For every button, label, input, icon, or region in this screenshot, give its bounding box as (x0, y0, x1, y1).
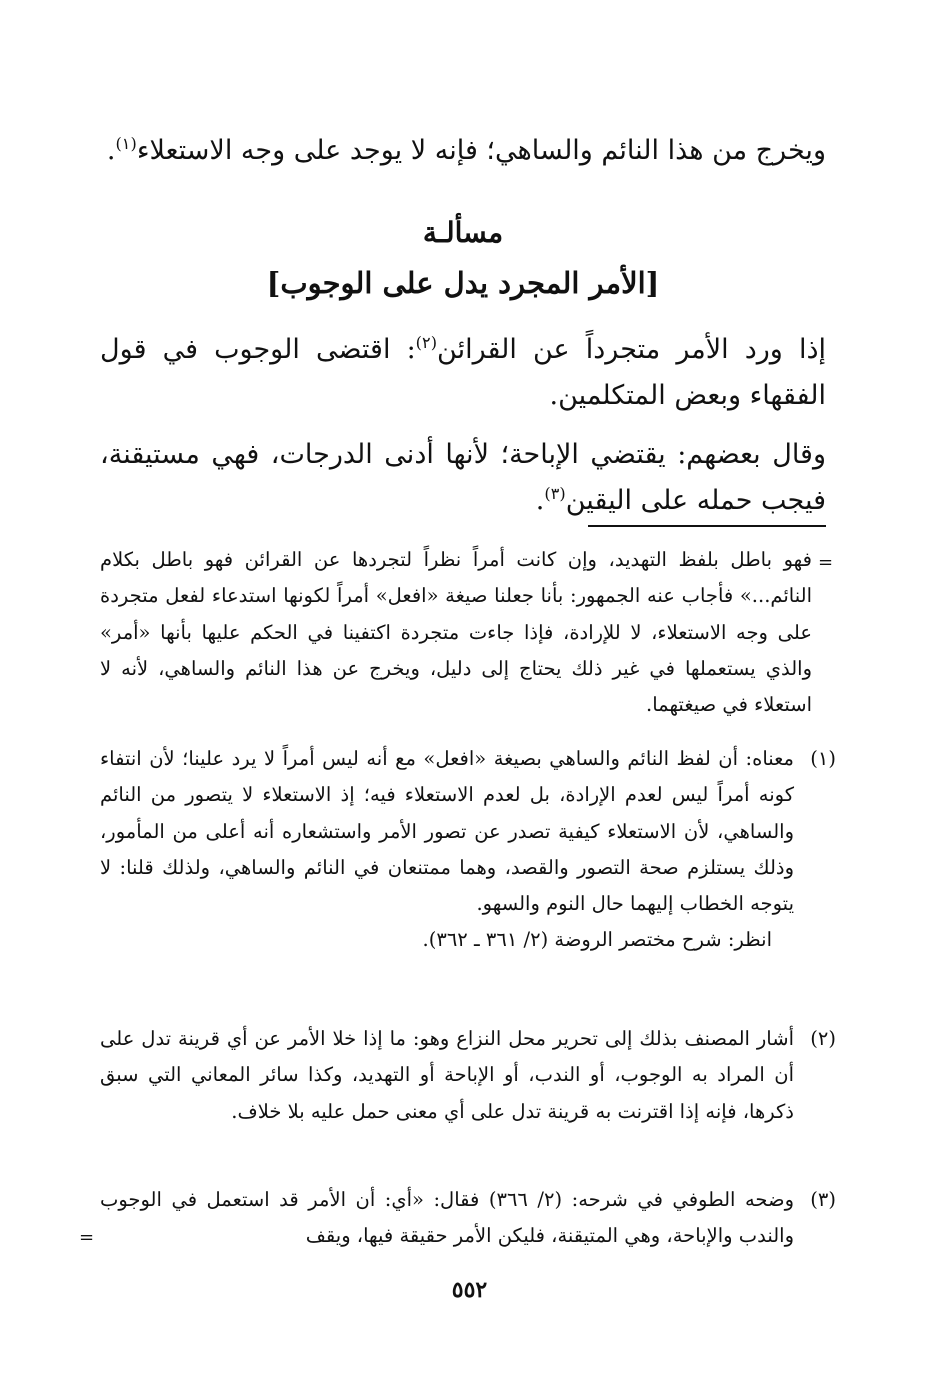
footnote-2 (100, 1021, 836, 1130)
footnote-marker: (١) (810, 747, 836, 770)
footnote-ref-1[interactable]: (١) (115, 134, 137, 153)
footnote-marker-spacer (794, 922, 836, 958)
section-label: مسألـة (422, 216, 504, 249)
footnote-marker: (٢) (810, 1027, 836, 1050)
page-number: ٥٥٢ (451, 1277, 488, 1303)
footnote-marker: (٣) (810, 1188, 836, 1211)
footnote-3 (100, 1182, 836, 1255)
paragraph-end: . (106, 135, 116, 166)
main-paragraph-1 (100, 128, 826, 174)
main-paragraph-3 (100, 432, 826, 524)
footnote-1 (100, 741, 836, 959)
paragraph-text: إذا ورد الأمر متجرداً عن القرائن (437, 334, 826, 365)
footnote-ref-2[interactable]: (٢) (415, 333, 438, 352)
paragraph-text: : اقتضى الوجوب في قول الفقهاء وبعض المتكلمين. (100, 334, 826, 411)
footnote-text: وضحه الطوفي في شرحه: (٢/ ٣٦٦) فقال: «أي: أن الأمر قد استعمل في الوجوب والندب والإباحة، وهي المتيقنة، فليكن الأمر حقيقة فيها، ويقف (100, 1188, 794, 1248)
footnote-text: معناه: أن لفظ النائم والساهي بصيغة «افعل» مع أنه ليس أمراً لا يرد علينا؛ لأن انتفاء كونه أمراً ليس لعدم الإرادة، بل لعدم الاستعلاء فيه؛ إذ الاستعلاء لا يتصور من النائم والساهي، لأن الاستعلاء كيفية تصدر عن تصور الأمر واستشعاره أنه أعلى من المأمور، وذلك يستلزم صحة التصور والقصد، وهما ممتنعان في النائم والساهي، ولذلك قلنا: لا يتوجه الخطاب إليهما حال النوم والسهو. (100, 747, 795, 916)
footnote-continuation: فهو باطل بلفظ التهديد، وإن كانت أمراً نظراً لتجردها عن القرائن فهو باطل بكلام النائم...» فأجاب عنه الجمهور: بأنا جعلنا صيغة «افعل» أمراً لكونها استدعاء لفعل متجردة على وجه الاستعلاء، لا للإرادة، فإذا جاءت متجردة اكتفينا في الحكم عليها بأنها «أمر» والذي يستعملها في غير ذلك يحتاج إلى دليل، ويخرج عن هذا النائم والساهي، لأنه لا استعلاء في صيغتهما. (100, 548, 812, 717)
paragraph-text: وقال بعضهم: يقتضي الإباحة؛ لأنها أدنى الدرجات، فهي مستيقنة، فيجب حمله على اليقين (100, 439, 826, 516)
end-marker: = (79, 1227, 95, 1248)
continuation-marker: = (818, 552, 834, 573)
footnote-ref-3[interactable]: (٣) (544, 484, 566, 503)
footnote-reference: انظر: شرح مختصر الروضة (٢/ ٣٦١ ـ ٣٦٢). (422, 928, 772, 952)
paragraph-end: . (535, 485, 545, 516)
footnote-text: أشار المصنف بذلك إلى تحرير محل النزاع وهو: ما إذا خلا الأمر عن أي قرينة تدل على أن المراد به الوجوب، أو الندب، أو الإباحة أو التهديد، وكذا سائر المعاني التي سبق ذكرها، فإنه إذا اقترنت به قرينة تدل على أي معنى حمل عليه بلا خلاف. (100, 1027, 794, 1123)
main-paragraph-2 (100, 327, 826, 419)
section-title: [الأمر المجرد يدل على الوجوب] (266, 266, 660, 300)
paragraph-text: ويخرج من هذا النائم والساهي؛ فإنه لا يوجد على وجه الاستعلاء (136, 135, 826, 166)
footnote-divider (588, 525, 826, 527)
